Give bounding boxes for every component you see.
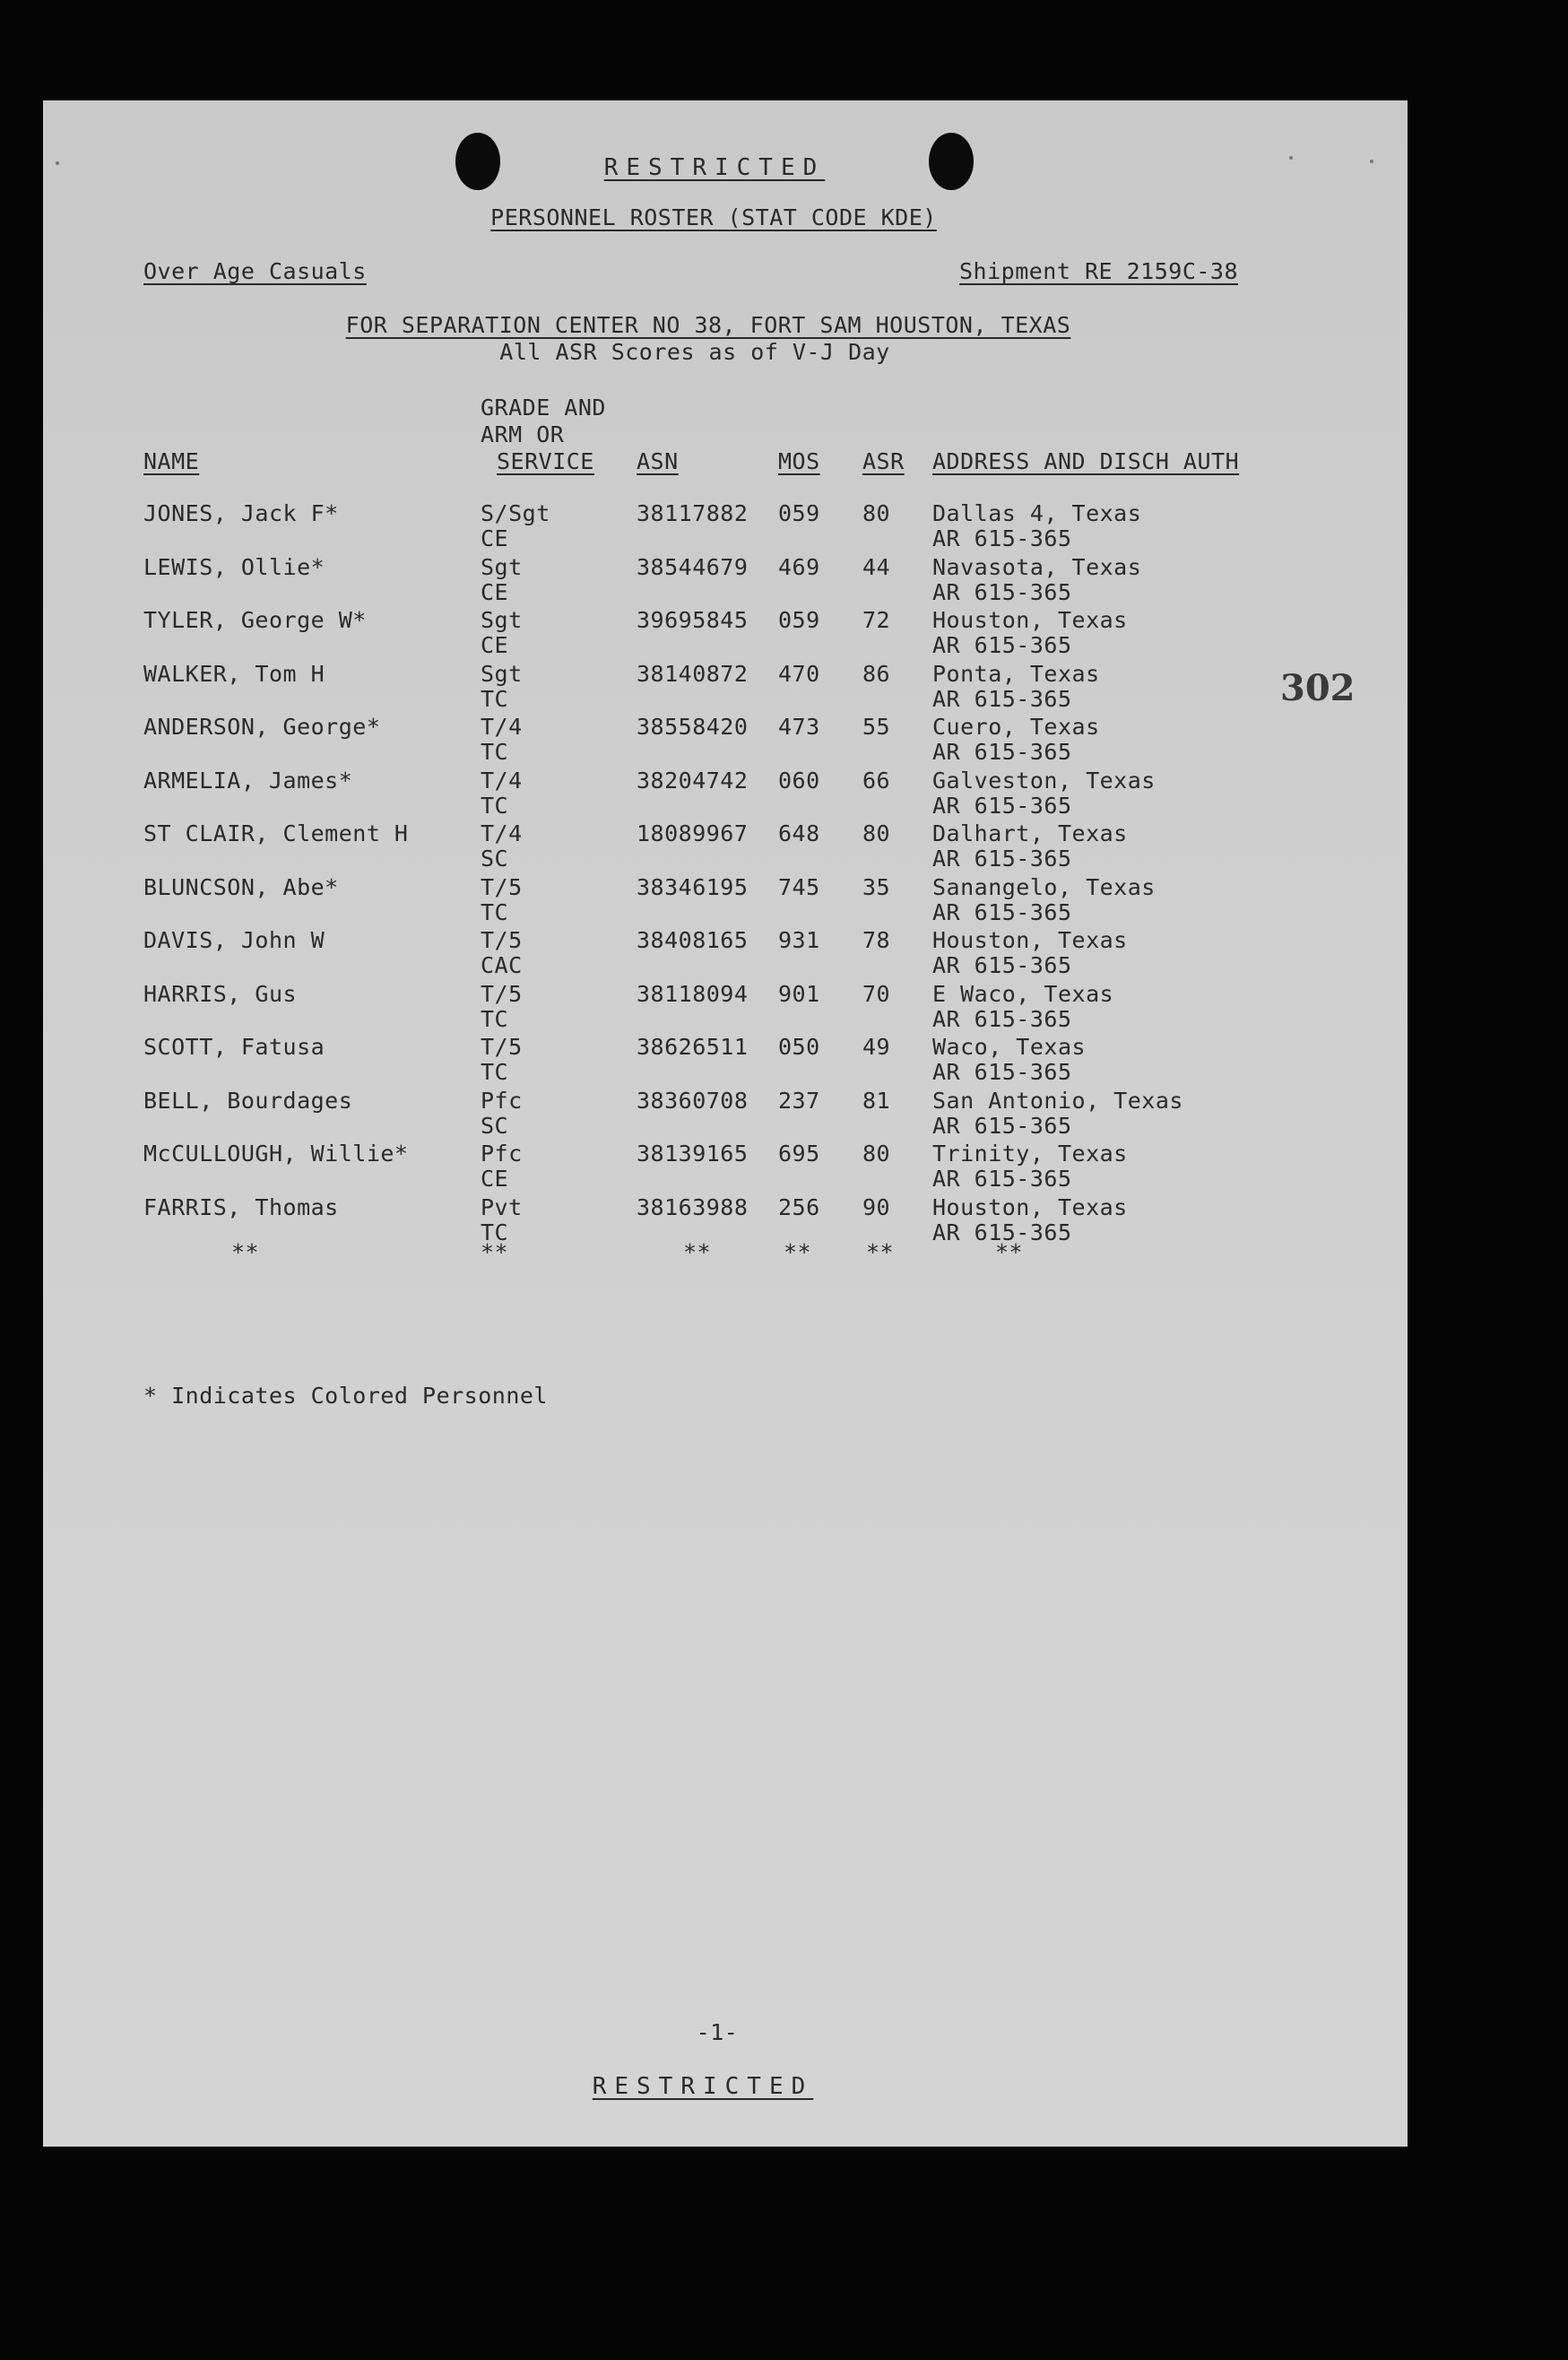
row-asr: 86 xyxy=(862,661,891,687)
row-asr: 80 xyxy=(862,820,891,846)
row-mos: 745 xyxy=(778,874,820,900)
destination: FOR SEPARATION CENTER NO 38, FORT SAM HOUSTON, TEXAS xyxy=(345,312,1071,338)
row-asn: 38163988 xyxy=(637,1194,749,1220)
row-mos: 695 xyxy=(778,1141,820,1167)
row-grade: T/5 xyxy=(481,874,523,900)
col-mos: MOS xyxy=(778,448,820,474)
row-asr: 55 xyxy=(862,714,891,740)
row-address: Dalhart, Texas xyxy=(932,820,1128,846)
footnote: * Indicates Colored Personnel xyxy=(143,1383,548,1409)
row-asn: 38117882 xyxy=(637,500,749,526)
end-mark: ** xyxy=(231,1239,260,1265)
row-name: JONES, Jack F* xyxy=(143,500,339,526)
row-mos: 059 xyxy=(778,500,820,526)
row-grade: Pfc xyxy=(481,1088,523,1114)
row-asr: 49 xyxy=(862,1034,891,1060)
row-name: BLUNCSON, Abe* xyxy=(143,874,339,900)
row-address: Trinity, Texas xyxy=(932,1141,1128,1167)
row-arm: CE xyxy=(481,632,509,658)
row-asn: 38139165 xyxy=(637,1141,749,1167)
row-grade: T/4 xyxy=(481,768,523,794)
row-arm: SC xyxy=(481,1113,509,1139)
row-disch-auth: AR 615-365 xyxy=(932,632,1072,658)
row-asn: 38408165 xyxy=(637,927,749,953)
row-name: ARMELIA, James* xyxy=(143,768,353,794)
row-name: McCULLOUGH, Willie* xyxy=(143,1141,409,1167)
row-address: San Antonio, Texas xyxy=(932,1088,1183,1114)
row-arm: TC xyxy=(481,1219,509,1245)
row-grade: Pvt xyxy=(481,1194,523,1220)
row-disch-auth: AR 615-365 xyxy=(932,1006,1072,1032)
row-asn: 38360708 xyxy=(637,1088,749,1114)
row-asr: 66 xyxy=(862,768,891,794)
row-asn: 38346195 xyxy=(637,874,749,900)
row-asr: 44 xyxy=(862,554,891,580)
row-arm: CAC xyxy=(481,952,523,978)
end-mark: ** xyxy=(481,1239,509,1265)
row-asr: 80 xyxy=(862,1141,891,1167)
asr-note: All ASR Scores as of V-J Day xyxy=(499,339,890,365)
classification-top: RESTRICTED xyxy=(603,154,826,181)
row-grade: S/Sgt xyxy=(481,500,550,526)
row-name: FARRIS, Thomas xyxy=(143,1194,339,1220)
row-grade: T/5 xyxy=(481,1034,523,1060)
row-arm: TC xyxy=(481,1006,509,1032)
row-mos: 060 xyxy=(778,768,820,794)
col-grade-line3: SERVICE xyxy=(497,448,594,474)
row-grade: T/5 xyxy=(481,927,523,953)
row-mos: 256 xyxy=(778,1194,820,1220)
speck xyxy=(1370,160,1373,163)
row-grade: Pfc xyxy=(481,1141,523,1167)
row-arm: CE xyxy=(481,525,509,551)
row-arm: CE xyxy=(481,1166,509,1192)
row-asr: 90 xyxy=(862,1194,891,1220)
row-mos: 473 xyxy=(778,714,820,740)
row-asn: 39695845 xyxy=(637,607,749,633)
row-arm: CE xyxy=(481,579,509,605)
row-disch-auth: AR 615-365 xyxy=(932,846,1072,872)
row-grade: Sgt xyxy=(481,554,523,580)
row-asn: 38626511 xyxy=(637,1034,749,1060)
row-disch-auth: AR 615-365 xyxy=(932,739,1072,765)
row-address: Dallas 4, Texas xyxy=(932,500,1142,526)
row-asn: 38140872 xyxy=(637,661,749,687)
row-grade: Sgt xyxy=(481,661,523,687)
row-grade: T/4 xyxy=(481,714,523,740)
speck xyxy=(56,161,59,165)
row-arm: TC xyxy=(481,739,509,765)
roster-title: PERSONNEL ROSTER (STAT CODE KDE) xyxy=(490,204,937,230)
row-arm: SC xyxy=(481,846,509,872)
row-asr: 78 xyxy=(862,927,891,953)
row-mos: 901 xyxy=(778,981,820,1007)
col-asn: ASN xyxy=(637,448,679,474)
page-number: -1- xyxy=(696,2019,739,2045)
row-disch-auth: AR 615-365 xyxy=(932,793,1072,819)
punch-hole-left xyxy=(455,133,500,190)
row-name: HARRIS, Gus xyxy=(143,981,298,1007)
end-mark: ** xyxy=(683,1239,712,1265)
col-grade-line1: GRADE AND xyxy=(481,395,606,421)
row-disch-auth: AR 615-365 xyxy=(932,686,1072,712)
row-disch-auth: AR 615-365 xyxy=(932,1113,1072,1139)
row-disch-auth: AR 615-365 xyxy=(932,1166,1072,1192)
row-address: Houston, Texas xyxy=(932,927,1128,953)
row-address: Ponta, Texas xyxy=(932,661,1100,687)
col-address: ADDRESS AND DISCH AUTH xyxy=(932,448,1240,474)
col-grade-line2: ARM OR xyxy=(481,421,565,447)
row-grade: T/4 xyxy=(481,820,523,846)
end-mark: ** xyxy=(866,1239,895,1265)
row-mos: 059 xyxy=(778,607,820,633)
row-arm: TC xyxy=(481,686,509,712)
row-asn: 38118094 xyxy=(637,981,749,1007)
punch-hole-right xyxy=(929,133,974,190)
row-name: BELL, Bourdages xyxy=(143,1088,353,1114)
row-arm: TC xyxy=(481,1059,509,1085)
row-asr: 70 xyxy=(862,981,891,1007)
row-name: ANDERSON, George* xyxy=(143,714,381,740)
margin-stamp: 302 xyxy=(1280,667,1356,709)
row-mos: 469 xyxy=(778,554,820,580)
shipment-number: Shipment RE 2159C-38 xyxy=(959,258,1239,284)
row-address: Navasota, Texas xyxy=(932,554,1142,580)
row-address: Waco, Texas xyxy=(932,1034,1087,1060)
row-name: DAVIS, John W xyxy=(143,927,325,953)
row-asn: 38544679 xyxy=(637,554,749,580)
row-asr: 80 xyxy=(862,500,891,526)
row-address: Sanangelo, Texas xyxy=(932,874,1156,900)
row-asn: 38204742 xyxy=(637,768,749,794)
row-disch-auth: AR 615-365 xyxy=(932,579,1072,605)
row-disch-auth: AR 615-365 xyxy=(932,1059,1072,1085)
end-mark: ** xyxy=(995,1239,1024,1265)
row-grade: Sgt xyxy=(481,607,523,633)
row-disch-auth: AR 615-365 xyxy=(932,1219,1072,1245)
row-asn: 18089967 xyxy=(637,820,749,846)
row-mos: 237 xyxy=(778,1088,820,1114)
row-address: Houston, Texas xyxy=(932,607,1128,633)
row-name: SCOTT, Fatusa xyxy=(143,1034,325,1060)
speck xyxy=(1289,156,1293,160)
row-mos: 931 xyxy=(778,927,820,953)
row-name: ST CLAIR, Clement H xyxy=(143,820,409,846)
row-name: WALKER, Tom H xyxy=(143,661,325,687)
row-disch-auth: AR 615-365 xyxy=(932,952,1072,978)
row-asn: 38558420 xyxy=(637,714,749,740)
row-arm: TC xyxy=(481,899,509,925)
row-arm: TC xyxy=(481,793,509,819)
col-asr: ASR xyxy=(862,448,905,474)
row-address: Galveston, Texas xyxy=(932,768,1156,794)
col-name: NAME xyxy=(143,448,200,474)
row-asr: 81 xyxy=(862,1088,891,1114)
row-mos: 648 xyxy=(778,820,820,846)
row-address: Cuero, Texas xyxy=(932,714,1100,740)
row-asr: 35 xyxy=(862,874,891,900)
group-label: Over Age Casuals xyxy=(143,258,367,284)
row-address: Houston, Texas xyxy=(932,1194,1128,1220)
row-grade: T/5 xyxy=(481,981,523,1007)
row-disch-auth: AR 615-365 xyxy=(932,899,1072,925)
row-mos: 050 xyxy=(778,1034,820,1060)
document-page xyxy=(43,100,1408,2147)
row-mos: 470 xyxy=(778,661,820,687)
classification-bottom: RESTRICTED xyxy=(592,2073,814,2100)
row-address: E Waco, Texas xyxy=(932,981,1114,1007)
row-name: LEWIS, Ollie* xyxy=(143,554,325,580)
end-mark: ** xyxy=(784,1239,812,1265)
row-disch-auth: AR 615-365 xyxy=(932,525,1072,551)
row-name: TYLER, George W* xyxy=(143,607,367,633)
row-asr: 72 xyxy=(862,607,891,633)
